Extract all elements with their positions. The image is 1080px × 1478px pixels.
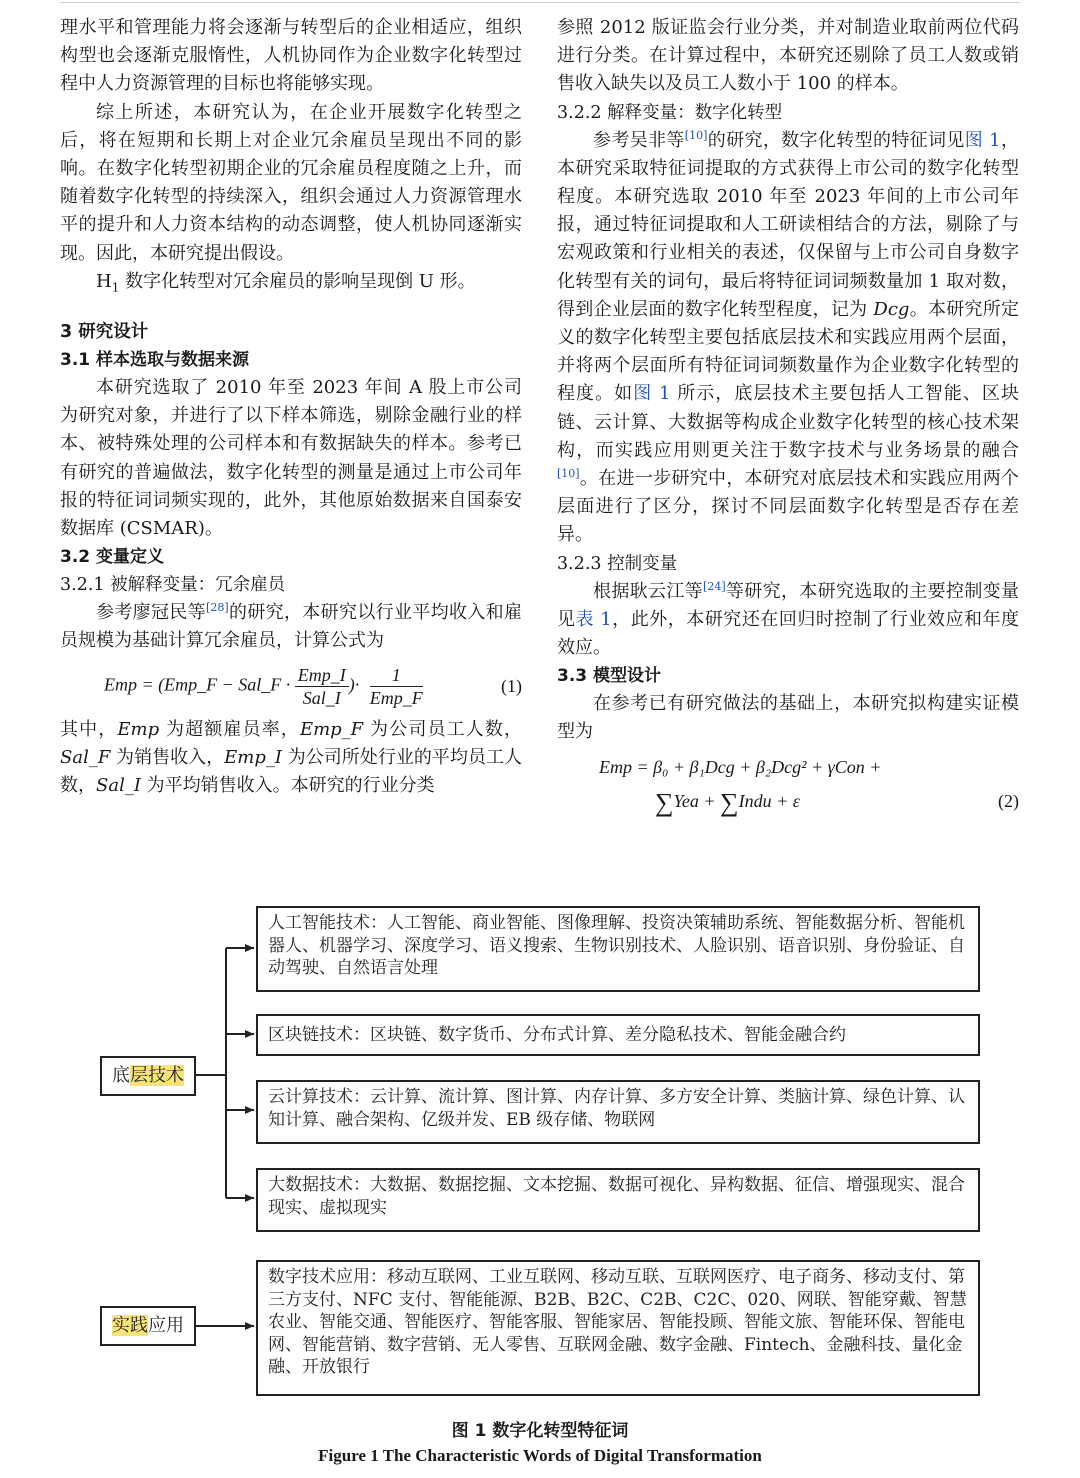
equation-term: )· [348,674,360,695]
left-column [60,14,522,800]
citation-link[interactable]: [28] [206,601,229,615]
section-heading: 3 研究设计 [60,322,149,343]
table-link[interactable]: 表 1 [575,608,612,630]
paragraph: 在参考已有研究做法的基础上，本研究拟构建实证模型为 [557,693,1019,743]
paragraph [60,716,522,801]
equation-term: Indu + ε [738,790,800,811]
node-label: 应用 [148,1315,184,1336]
box-ai-tech: 人工智能技术：人工智能、商业智能、图像理解、投资决策辅助系统、智能数据分析、智能机器人、机器学习、深度学习、语义搜索、生物识别技术、人脸识别、语音识别、身份验证、自动驾驶、自然语言处理 [256,906,980,992]
paragraph: 本研究选取了 2010 年至 2023 年间 A 股上市公司为研究对象，并进行了以下样本筛选，剔除金融行业的样本、被特殊处理的公司样本和有数据缺失的样本。参考已有研究的普遍做法，数字化转型的测量是通过上市公司年报的特征词词频实现的，此外，其他原始数据来自国泰安数据库 (CSMAR)。 [60,377,522,540]
figure-caption-en: Figure 1 The Characteristic Words of Digital Transformation [318,1446,762,1465]
text-run: 为公司员工人数， [363,718,522,740]
text-run: ，此外，本研究还在回归时控制了行业效应和年度效应。 [557,608,1019,659]
text-run: 参考廖冠民等 [96,602,207,624]
variable: Sal_I [96,775,141,797]
equation-2 [557,747,1019,819]
paragraph [557,127,1019,550]
figure-link[interactable]: 图 1 [964,129,1001,151]
hypothesis-label: H [96,270,112,292]
fraction-numerator: Emp_I [295,664,349,687]
text-run: ，本研究采取特征词提取的方式获得上市公司的数字化转型程度。本研究选取 2010 年至 2023 年间的上市公司年报，通过特征词提取和人工研读相结合的方法，剔除了与宏观政策和行业相关的表述，仅保留与上市公司自身数字化转型有关的词句，最后将特征词词频数量加 1 取对数，得到企业层面的数字化转型程度，记为 [557,129,1019,320]
citation-link[interactable]: [24] [703,579,726,593]
text-run: 参考吴非等 [593,129,685,151]
box-bigdata-tech: 大数据技术：大数据、数据挖掘、文本挖掘、数据可视化、异构数据、征信、增强现实、混合现实、虚拟现实 [256,1168,980,1232]
text-run: 。在进一步研究中，本研究对底层技术和实践应用两个层面进行了区分，探讨不同层面数字化转型是否存在差异。 [557,468,1019,546]
equation-number: (2) [998,790,1019,811]
variable: Emp_I [224,746,283,768]
fraction-denominator: Sal_I [302,687,341,708]
subsubsection-heading: 3.2.1 被解释变量：冗余雇员 [60,575,286,596]
subsection-heading: 3.2 变量定义 [60,547,165,568]
figure-link[interactable]: 图 1 [633,383,671,405]
paragraph: 参照 2012 版证监会行业分类，并对制造业取前两位代码进行分类。在计算过程中，本研究还剔除了员工人数或销售收入缺失以及员工人数小于 100 的样本。 [557,17,1019,95]
node-label-highlight: 实践 [112,1315,148,1336]
equation-number: (1) [501,675,522,696]
paragraph: 综上所述，本研究认为，在企业开展数字化转型之后，将在短期和长期上对企业冗余雇员呈现出不同的影响。在数字化转型初期企业的冗余雇员程度随之上升，而随着数字化转型的持续深入，组织会通过人力资源管理水平的提升和人力资本结构的动态调整，使人机协同逐渐实现。因此，本研究提出假设。 [60,101,522,264]
text-run: 根据耿云江等 [593,580,704,602]
figure-caption-zh: 图 1 数字化转型特征词 [451,1421,629,1441]
subsection-heading: 3.1 样本选取与数据来源 [60,350,250,371]
variable: Emp [117,718,160,740]
equation-term: Yea + [673,790,716,811]
hypothesis [60,268,522,296]
root-node-bottom-tech [100,1056,196,1096]
paragraph [60,599,522,655]
box-practice-app: 数字技术应用：移动互联网、工业互联网、移动互联、互联网医疗、电子商务、移动支付、第三方支付、NFC 支付、智能能源、B2B、B2C、C2B、C2C、020、网联、智能穿戴、智慧农业、智能交通、智能医疗、智能客服、智能家居、智能投顾、智能文旅、智能环保、智能电网、智能营销、数字营销、无人零售、互联网金融、数字金融、Fintech、金融科技、量化金融、开放银行 [256,1260,980,1396]
paragraph [557,578,1019,663]
hypothesis-text: 数字化转型对冗余雇员的影响呈现倒 U 形。 [119,270,476,292]
text-run: 的研究，本研究以行业平均收入和雇员规模为基础计算冗余雇员，计算公式为 [60,602,523,652]
box-cloud-tech: 云计算技术：云计算、流计算、图计算、内存计算、多方安全计算、类脑计算、绿色计算、认知计算、融合架构、亿级并发、EB 级存储、物联网 [256,1080,980,1144]
text-run: 为销售收入， [110,746,225,768]
hypothesis-subscript: 1 [111,280,120,295]
variable: Dcg [873,298,910,320]
fraction-numerator: 1 [370,664,423,687]
text-run: 为超额雇员率， [159,718,300,740]
equation-fraction [295,664,349,709]
fraction-denominator: Emp_F [369,687,423,708]
variable: Emp_F [299,718,364,740]
node-label-highlight: 层技术 [130,1065,184,1086]
root-node-practice [100,1306,196,1346]
sum-symbol: ∑ [655,787,674,817]
citation-link[interactable]: [10] [557,467,580,481]
page-top-rule [60,2,1020,3]
text-run: 其中， [60,718,118,740]
subsubsection-heading: 3.2.2 解释变量：数字化转型 [557,102,783,123]
text-run: 为平均销售收入。本研究的行业分类 [140,775,435,797]
paragraph: 理水平和管理能力将会逐渐与转型后的企业相适应，组织构型也会逐渐克服惰性，人机协同作为企业数字化转型过程中人力资源管理的目标也将能够实现。 [60,17,522,95]
equation-line [655,787,800,817]
equation-term: Emp = (Emp_F − Sal_F · [104,674,291,695]
box-blockchain-tech: 区块链技术：区块链、数字货币、分布式计算、差分隐私技术、智能金融合约 [256,1014,980,1056]
sum-symbol: ∑ [720,787,739,817]
equation-line: Emp = β₀ + β₁Dcg + β₂Dcg² + γCon + [599,756,882,777]
equation-fraction [370,664,423,709]
variable: Sal_F [60,746,111,768]
text-run: 。本研究所定义的数字化转型主要包括底层技术和实践应用两个层面，并将两个层面所有特征词词频数量作为企业数字化转型的程度。如 [557,298,1019,405]
subsubsection-heading: 3.2.3 控制变量 [557,553,678,574]
equation-1 [60,656,522,716]
node-label: 底 [112,1065,130,1086]
right-column [557,14,1019,819]
subsection-heading: 3.3 模型设计 [557,666,662,687]
citation-link[interactable]: [10] [684,128,708,142]
text-run: 所示，底层技术主要包括人工智能、区块链、云计算、大数据等构成企业数字化转型的核心技术架构，而实践应用则更关注于数字技术与业务场景的融合 [557,383,1019,461]
text-run: 为公司所处行业的平均员工人数， [60,746,522,797]
text-run: 等研究，本研究选取的主要控制变量见 [557,580,1020,630]
text-run: 的研究，数字化转型的特征词见 [707,129,965,151]
